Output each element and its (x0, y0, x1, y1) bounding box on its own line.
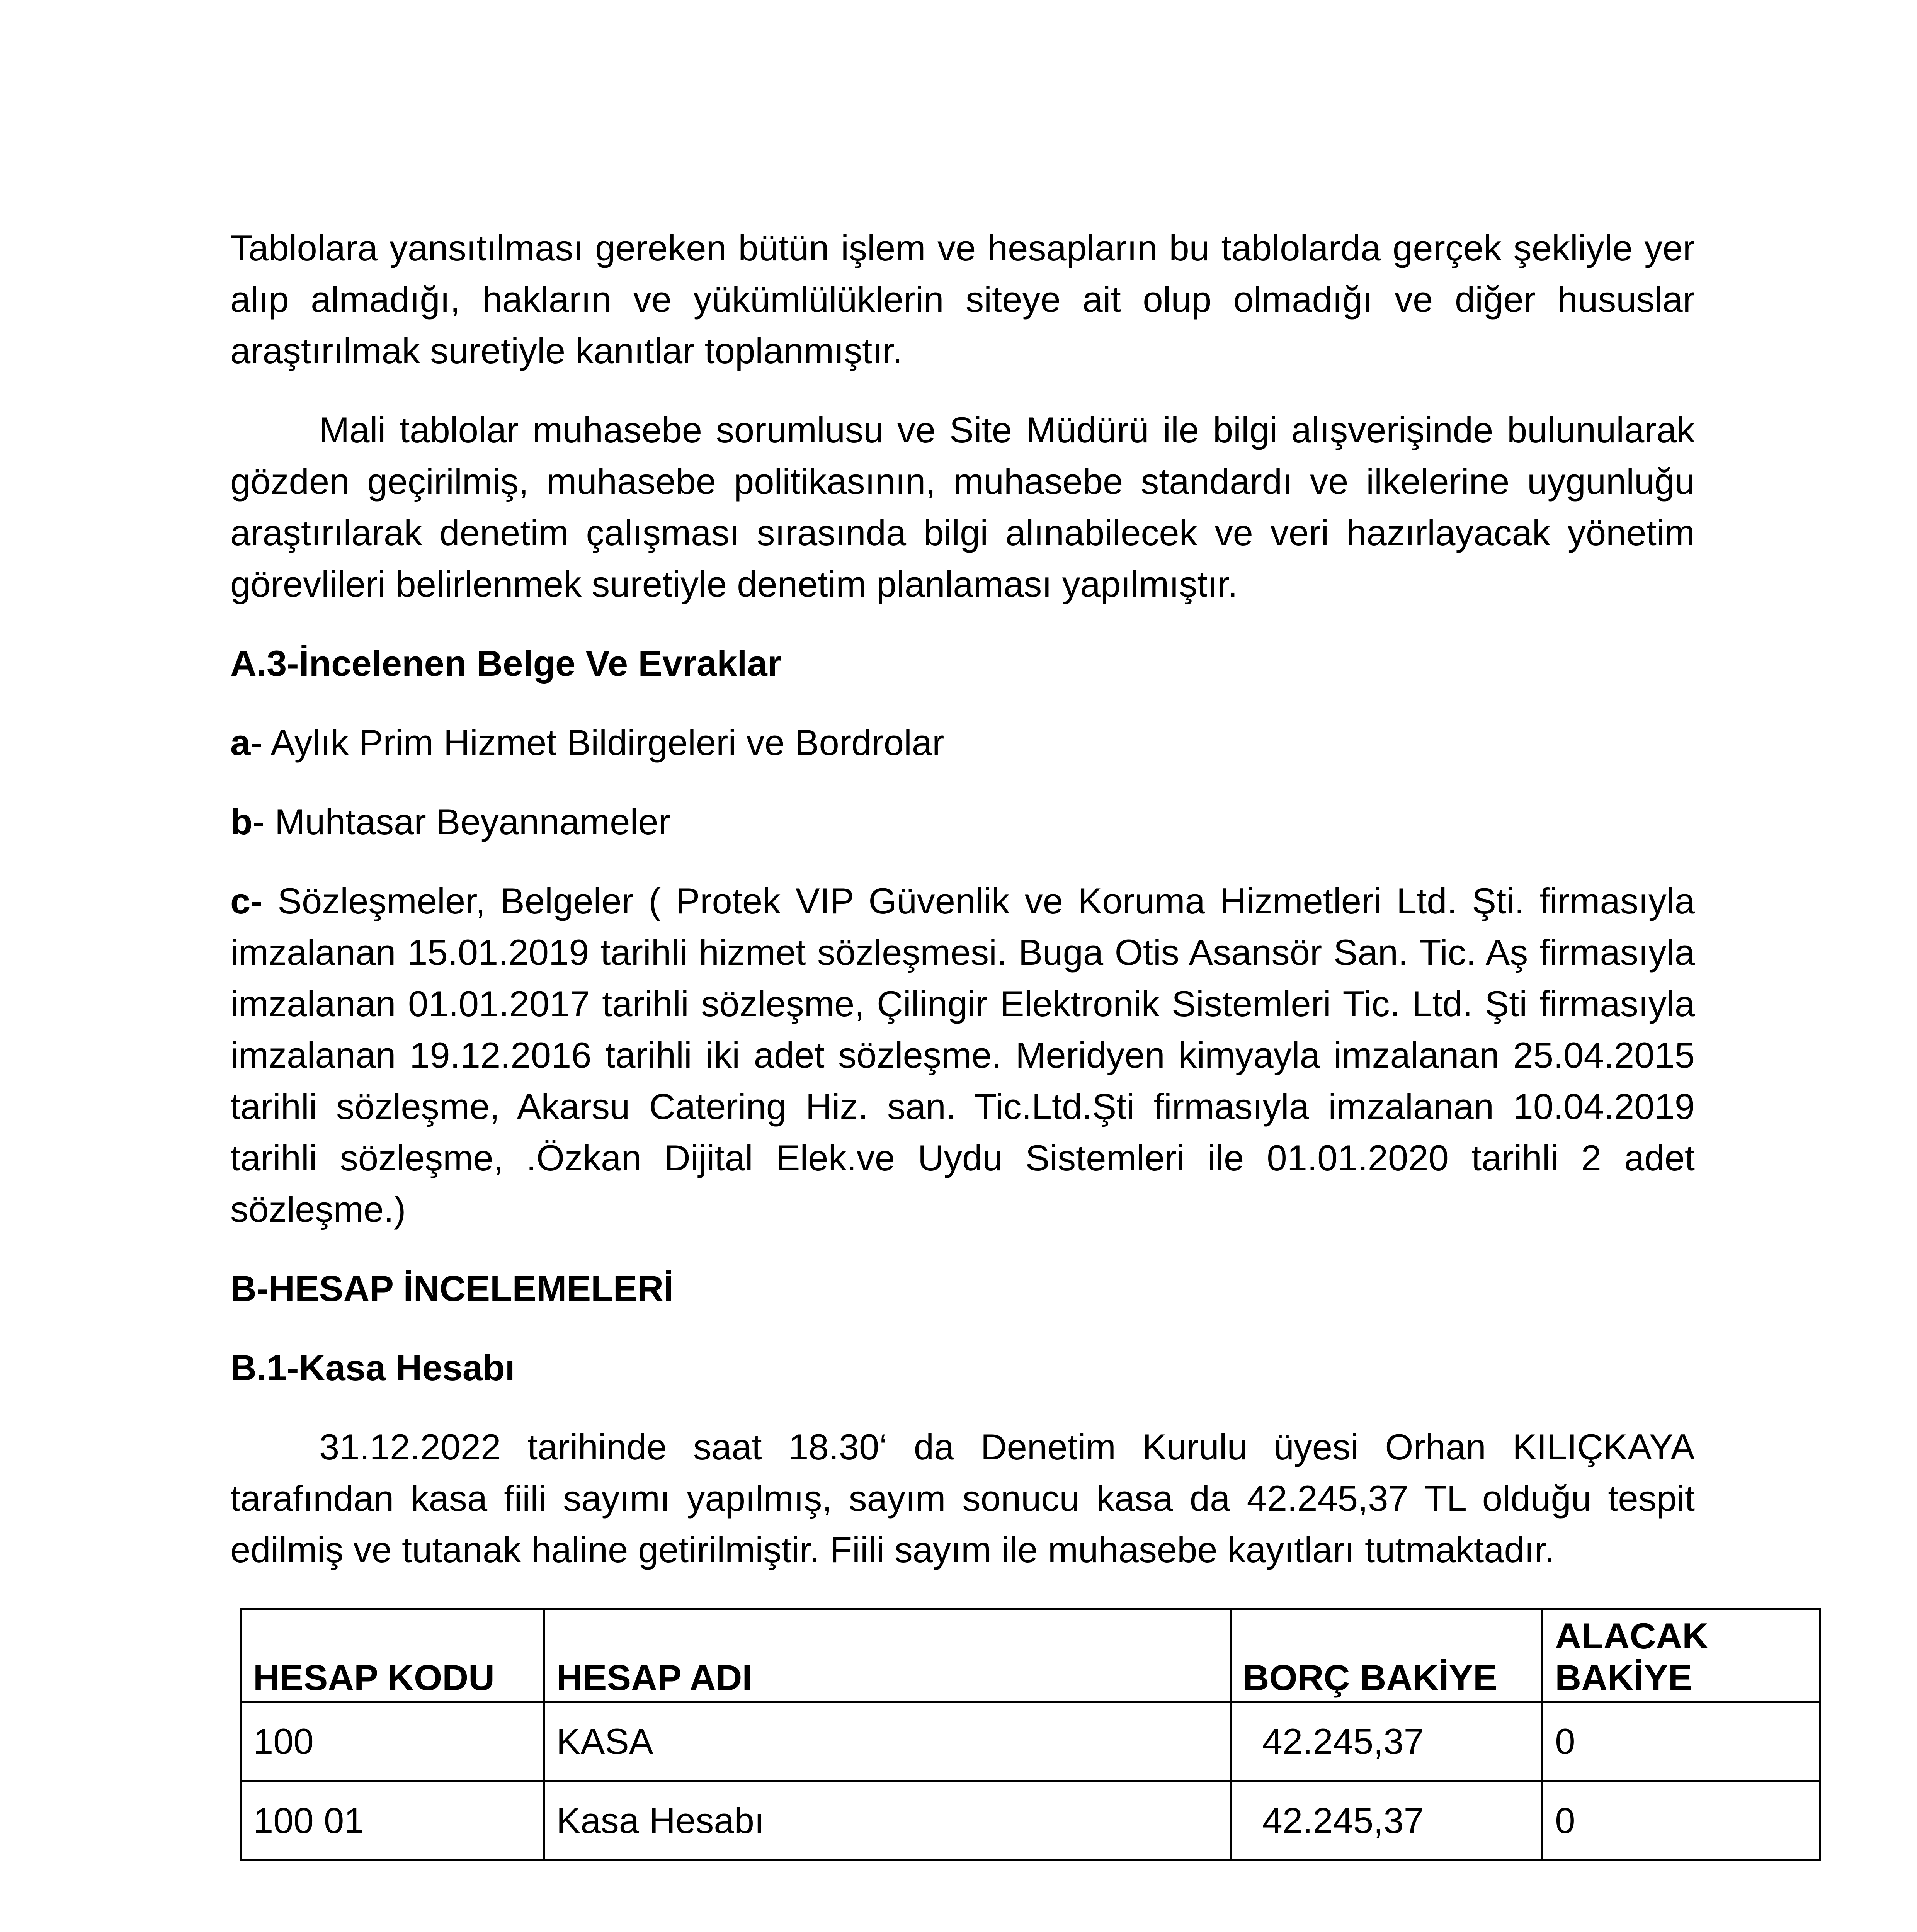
heading-a3: A.3-İncelenen Belge Ve Evraklar (230, 643, 782, 684)
list-text: Sözleşmeler, Belgeler ( Protek VIP Güvenlik ve Koruma Hizmetleri Ltd. Şti. firmasıyla imzalanan 15.01.2019 tarihli hizmet sözleşmesi. Buga Otis Asansör San. Tic. Aş firmasıyla imzalanan 01.01.2017 tarihli sözleşme, Çilingir Elektronik Sistemleri Tic. Ltd. Şti firmasıyla imzalanan 19.12.2016 tarihli iki adet sözleşme. Meridyen kimyayla imzalanan 25.04.2015 tarihli sözleşme, Akarsu Catering Hiz. san. Tic.Ltd.Şti firmasıyla imzalanan 10.04.2019 tarihli sözleşme, .Özkan Dijital Elek.ve Uydu Sistemleri ile 01.01.2020 tarihli 2 adet sözleşme.) (230, 881, 1695, 1230)
cell-account-code: 100 (241, 1702, 544, 1781)
list-marker: b (230, 801, 253, 842)
heading-b1: B.1-Kasa Hesabı (230, 1347, 515, 1388)
heading-b: B-HESAP İNCELEMELERİ (230, 1268, 674, 1309)
paragraph-planning: Mali tablolar muhasebe sorumlusu ve Site Müdürü ile bilgi alışverişinde bulunularak gözden geçirilmiş, muhasebe politikasının, muhasebe standardı ve ilkelerine uygunluğu araştırılarak denetim çalışması sırasında bilgi alınabilecek ve veri hazırlayacak yönetim görevlileri belirlenmek suretiyle denetim planlaması yapılmıştır. (230, 410, 1695, 604)
cell-debit: 42.245,37 (1230, 1781, 1543, 1861)
list-text: - Muhtasar Beyannameler (252, 801, 670, 842)
header-credit-balance: ALACAK BAKİYE (1543, 1609, 1820, 1702)
list-item-b (230, 796, 1695, 847)
cell-account-name: Kasa Hesabı (544, 1781, 1230, 1861)
table-row (241, 1781, 1820, 1861)
cell-credit: 0 (1543, 1781, 1820, 1861)
paragraph-evidence: Tablolara yansıtılması gereken bütün işlem ve hesapların bu tablolarda gerçek şekliyle yer alıp almadığı, hakların ve yükümlülüklerin siteye ait olup olmadığı ve diğer hususlar araştırılmak suretiyle kanıtlar toplanmıştır. (230, 228, 1695, 371)
header-account-code: HESAP KODU (241, 1609, 544, 1702)
cell-account-code: 100 01 (241, 1781, 544, 1861)
list-marker: c- (230, 881, 263, 921)
table-header-row (241, 1609, 1820, 1702)
cell-debit: 42.245,37 (1230, 1702, 1543, 1781)
document-page (230, 222, 1709, 1932)
header-account-name: HESAP ADI (544, 1609, 1230, 1702)
table-row (241, 1702, 1820, 1781)
list-item-c (230, 875, 1695, 1235)
paragraph-cash-count: 31.12.2022 tarihinde saat 18.30‘ da Denetim Kurulu üyesi Orhan KILIÇKAYA tarafından kasa fiili sayımı yapılmış, sayım sonucu kasa da 42.245,37 TL olduğu tespit edilmiş ve tutanak haline getirilmiştir. Fiili sayım ile muhasebe kayıtları tutmaktadır. (230, 1427, 1695, 1570)
cell-credit: 0 (1543, 1702, 1820, 1781)
account-balance-table (240, 1608, 1821, 1861)
list-text: - Aylık Prim Hizmet Bildirgeleri ve Bordrolar (250, 722, 944, 763)
list-item-a (230, 717, 1695, 768)
header-debit-balance: BORÇ BAKİYE (1230, 1609, 1543, 1702)
cell-account-name: KASA (544, 1702, 1230, 1781)
list-marker: a (230, 722, 251, 763)
